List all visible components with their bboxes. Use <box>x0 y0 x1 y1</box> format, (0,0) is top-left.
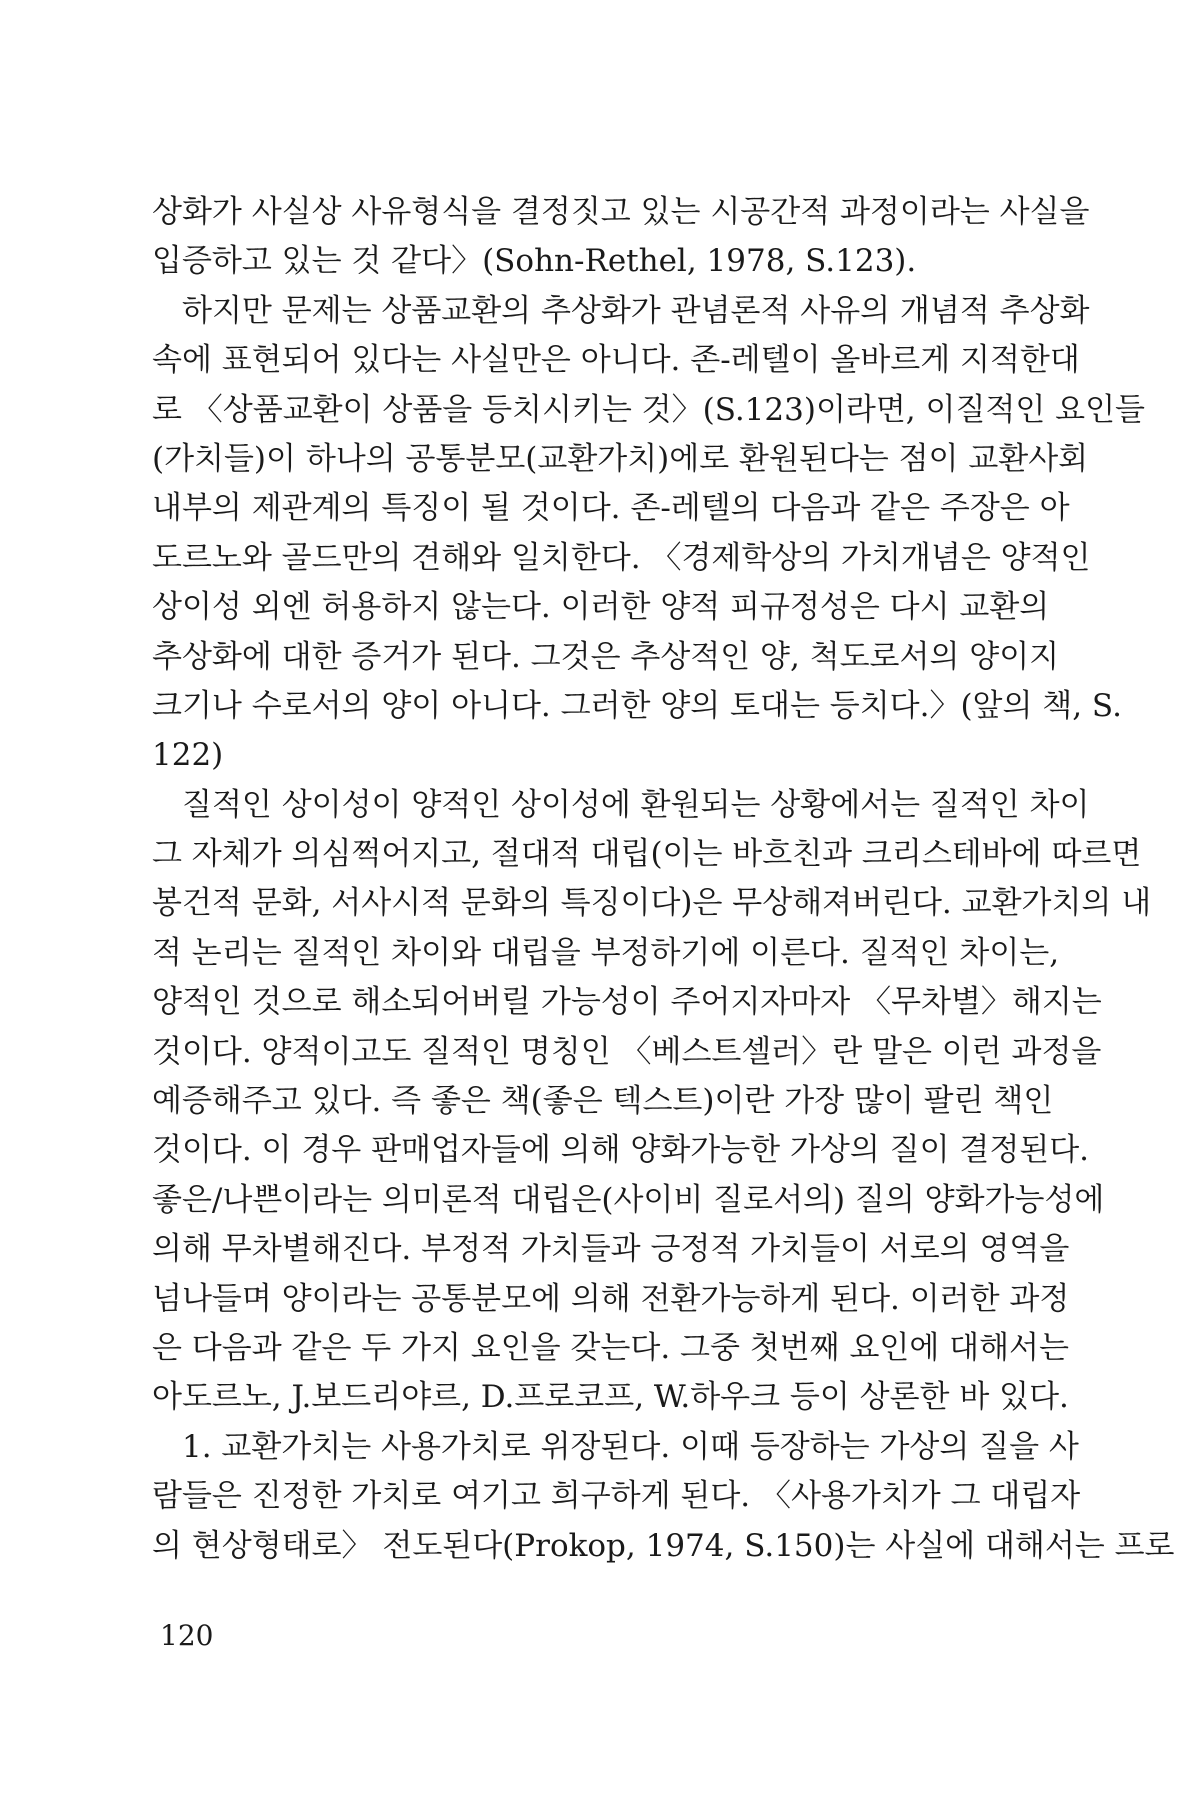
text-line: 하지만 문제는 상품교환의 추상화가 관념론적 사유의 개념적 추상화 <box>182 292 1090 329</box>
text-line: (가치들)이 하나의 공통분모(교환가치)에로 환원된다는 점이 교환사회 <box>152 440 1089 477</box>
text-line: 의 현상형태로〉 전도된다(Prokop, 1974, S.150)는 사실에 대해서는 프로 <box>152 1527 1175 1564</box>
body-text <box>152 188 1175 1571</box>
text-line: 상이성 외엔 허용하지 않는다. 이러한 양적 피규정성은 다시 교환의 <box>152 589 1050 626</box>
text-line: 로 〈상품교환이 상품을 등치시키는 것〉(S.123)이라면, 이질적인 요인들 <box>152 391 1145 428</box>
text-line: 추상화에 대한 증거가 된다. 그것은 추상적인 양, 척도로서의 양이지 <box>152 638 1060 675</box>
text-line: 좋은/나쁜이라는 의미론적 대립은(사이비 질로서의) 질의 양화가능성에 <box>152 1181 1105 1218</box>
text-line: 크기나 수로서의 양이 아니다. 그러한 양의 토대는 등치다.〉(앞의 책, S. <box>152 687 1122 724</box>
text-line: 은 다음과 같은 두 가지 요인을 갖는다. 그중 첫번째 요인에 대해서는 <box>152 1329 1069 1366</box>
text-line: 람들은 진정한 가치로 여기고 희구하게 된다. 〈사용가치가 그 대립자 <box>152 1478 1081 1515</box>
text-line: 예증해주고 있다. 즉 좋은 책(좋은 텍스트)이란 가장 많이 팔린 책인 <box>152 1083 1054 1120</box>
text-line: 122) <box>152 737 224 774</box>
text-line: 질적인 상이성이 양적인 상이성에 환원되는 상황에서는 질적인 차이 <box>182 786 1090 823</box>
text-line: 그 자체가 의심쩍어지고, 절대적 대립(이는 바흐친과 크리스테바에 따르면 <box>152 836 1142 873</box>
text-line: 양적인 것으로 해소되어버릴 가능성이 주어지자마자 〈무차별〉해지는 <box>152 984 1102 1021</box>
text-line: 입증하고 있는 것 같다〉(Sohn-Rethel, 1978, S.123). <box>152 243 917 280</box>
text-line: 1. 교환가치는 사용가치로 위장된다. 이때 등장하는 가상의 질을 사 <box>182 1428 1079 1465</box>
text-line: 봉건적 문화, 서사시적 문화의 특징이다)은 무상해져버린다. 교환가치의 내 <box>152 885 1152 922</box>
text-line: 도르노와 골드만의 견해와 일치한다. 〈경제학상의 가치개념은 양적인 <box>152 539 1091 576</box>
text-line: 것이다. 이 경우 판매업자들에 의해 양화가능한 가상의 질이 결정된다. <box>152 1132 1090 1169</box>
text-line: 내부의 제관계의 특징이 될 것이다. 존-레텔의 다음과 같은 주장은 아 <box>152 490 1070 527</box>
text-line: 넘나들며 양이라는 공통분모에 의해 전환가능하게 된다. 이러한 과정 <box>152 1280 1070 1317</box>
text-line: 것이다. 양적이고도 질적인 명칭인 〈베스트셀러〉란 말은 이런 과정을 <box>152 1033 1102 1070</box>
text-line: 의해 무차별해진다. 부정적 가치들과 긍정적 가치들이 서로의 영역을 <box>152 1231 1070 1268</box>
text-line: 속에 표현되어 있다는 사실만은 아니다. 존-레텔이 올바르게 지적한대 <box>152 342 1080 379</box>
text-line: 아도르노, J.보드리야르, D.프로코프, W.하우크 등이 상론한 바 있다. <box>152 1379 1069 1416</box>
text-line: 적 논리는 질적인 차이와 대립을 부정하기에 이른다. 질적인 차이는, <box>152 934 1060 971</box>
page-number: 120 <box>160 1619 214 1652</box>
text-line: 상화가 사실상 사유형식을 결정짓고 있는 시공간적 과정이라는 사실을 <box>152 194 1090 230</box>
